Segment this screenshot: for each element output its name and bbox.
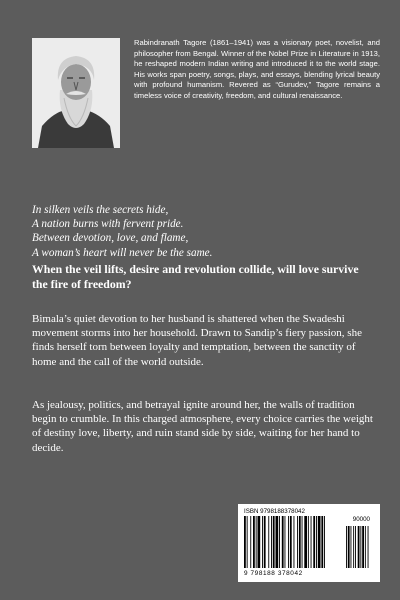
poem bbox=[32, 203, 372, 260]
poem-line: Between devotion, love, and flame, bbox=[32, 232, 189, 245]
price-code: 90000 bbox=[352, 516, 370, 523]
synopsis-paragraph: As jealousy, politics, and betrayal ignite around her, the walls of tradition begin to crumble. In this charged atmosphere, every choice carries the weight of destiny love, liberty, and ruin stand side by side, waiting for her hand to decide. bbox=[32, 399, 373, 454]
synopsis-paragraph: Bimala’s quiet devotion to her husband is shattered when the Swadeshi movement storms into her household. Drawn to Sandip’s fiery passion, she finds herself torn between loyalty and temptation, between the sanctity of home and the call of the world outside. bbox=[32, 313, 362, 368]
author-bio: Rabindranath Tagore (1861–1941) was a visionary poet, novelist, and philosopher from Bengal. Winner of the Nobel Prize in Literature in 1913, he reshaped modern Indian writing and introduced it to the world stage. His works span poetry, songs, plays, and essays, blending lyrical beauty with profound humanism. Revered as “Gurudev,” Tagore remains a timeless voice of creativity, freedom, and cultural renaissance. bbox=[134, 38, 380, 100]
poem-line: A woman’s heart will never be the same. bbox=[32, 246, 213, 259]
author-section bbox=[0, 0, 400, 160]
isbn-label: ISBN 9798188378042 bbox=[244, 508, 305, 515]
barcode-digits: 9 798188 378042 bbox=[244, 570, 303, 577]
isbn-barcode bbox=[238, 504, 380, 582]
poem-line: In silken veils the secrets hide, bbox=[32, 204, 169, 216]
tagline: When the veil lifts, desire and revolution collide, will love survive the fire of freedom? bbox=[32, 262, 359, 291]
barcode-bars bbox=[242, 516, 376, 570]
author-portrait bbox=[32, 38, 120, 148]
poem-line: A nation burns with fervent pride. bbox=[32, 218, 184, 231]
author-portrait-photo bbox=[32, 38, 120, 148]
